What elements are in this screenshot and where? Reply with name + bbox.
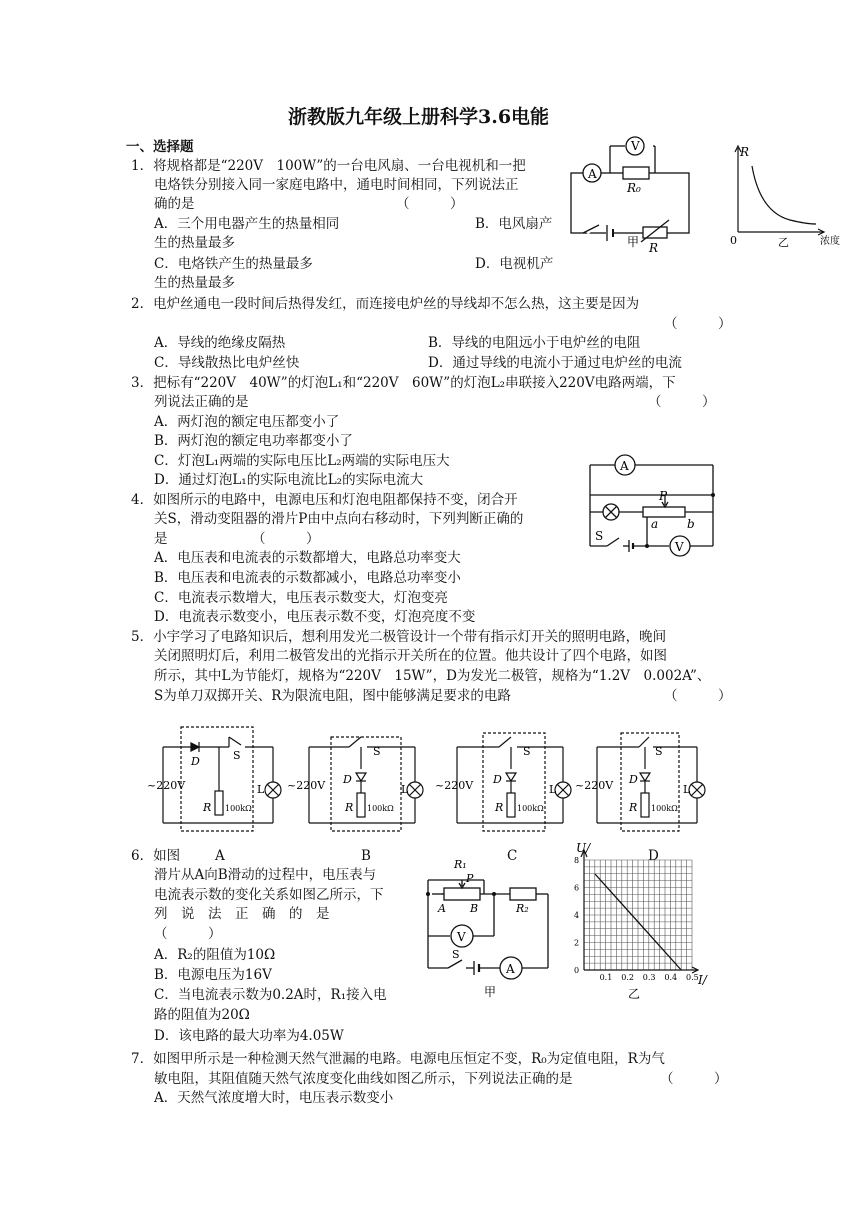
q6-graph-y-label: U/ — [576, 841, 591, 855]
figure-top-circuit — [565, 130, 695, 255]
q5b-lamp: L — [401, 783, 409, 796]
y-tick-label: 6 — [574, 883, 580, 893]
q5d-lamp: L — [683, 783, 691, 796]
figure-q6-circuit — [422, 856, 562, 1001]
q4-slider-p: P — [659, 489, 668, 503]
x-tick-label: 0.2 — [621, 973, 634, 982]
r-vs-concentration-curve — [752, 166, 816, 224]
x-tick-label: 0.4 — [664, 973, 678, 982]
q3-option-c: C．灯泡L₁两端的实际电压比L₂两端的实际电压大 — [154, 453, 450, 469]
q5-label-a: A — [215, 848, 225, 864]
q5d-r: R — [629, 801, 638, 814]
q3-option-a: A．两灯泡的额定电压都变小了 — [154, 414, 340, 430]
q5b-d: D — [343, 773, 352, 786]
caption-jia: 甲 — [627, 235, 640, 249]
q1-line1: 1．将规格都是“220V 100W”的一台电风扇、一台电视机和一把 — [131, 158, 526, 174]
figure-q6-graph — [560, 842, 710, 1002]
q4-option-a: A．电压表和电流表的示数都增大，电路总功率变大 — [154, 550, 461, 566]
q6-caption-yi: 乙 — [628, 987, 641, 1001]
graph-y-axis-label: R — [740, 145, 750, 159]
q6-switch: S — [452, 948, 460, 961]
q5-line2: 关闭照明灯后，利用二极管发出的光指示开关所在的位置。他共设计了四个电路，如图 — [154, 648, 667, 664]
q3-option-b: B．两灯泡的额定电功率都变小了 — [154, 433, 353, 449]
q4-switch-s: S — [595, 529, 604, 543]
q6-r2-label: R₂ — [516, 902, 529, 915]
q6-r1-label: R₁ — [454, 858, 467, 871]
q6-caption-jia: 甲 — [484, 985, 497, 999]
q6-option-b: B．电源电压为16V — [154, 967, 272, 983]
q4-line3: 是 — [154, 531, 168, 547]
q2-option-a: A．导线的绝缘皮隔热 — [154, 335, 286, 351]
q2-option-c: C．导线散热比电炉丝快 — [154, 355, 300, 371]
q5-label-c: C — [507, 848, 518, 864]
q6-option-c-cont: 路的阻值为20Ω — [154, 1007, 250, 1023]
q5d-source: ~220V — [575, 779, 614, 792]
q3-option-d: D．通过灯泡L₁的实际电流比L₂的实际电流大 — [154, 472, 424, 488]
q5-line4: S为单刀双掷开关、R为限流电阻，图中能够满足要求的电路 — [154, 688, 511, 704]
q6-line1: 6．如图 — [131, 848, 181, 864]
q1-option-a: A．三个用电器产生的热量相同 — [154, 216, 340, 232]
q7-option-a: A．天然气浓度增大时，电压表示数变小 — [154, 1090, 394, 1106]
q6-paren: （ ） — [154, 926, 222, 942]
q5c-r: R — [495, 801, 504, 814]
q5a-source: ~220V — [147, 779, 186, 792]
q6-ammeter: A — [506, 962, 515, 976]
q5a-lamp: L — [257, 783, 265, 796]
q4-end-a: a — [651, 517, 659, 531]
q5-paren: （ ） — [664, 688, 732, 704]
q6-line4: 列 说 法 正 确 的 是 — [154, 906, 330, 922]
x-tick-label: 0.5 — [686, 973, 699, 982]
ammeter-symbol: A — [588, 167, 597, 181]
y-tick-label: 8 — [574, 856, 580, 865]
page-title: 浙教版九年级上册科学3.6电能 — [288, 106, 550, 128]
q1-option-d-cont: 生的热量最多 — [154, 275, 235, 291]
q2-option-d: D．通过导线的电流小于通过电炉丝的电流 — [428, 355, 682, 371]
q6-a-label: A — [438, 902, 446, 915]
q2-line1: 2．电炉丝通电一段时间后热得发红，而连接电炉丝的导线却不怎么热，这主要是因为 — [131, 296, 640, 312]
figure-top-graph — [730, 140, 850, 250]
q4-option-c: C．电流表示数增大，电压表示数变大，灯泡变亮 — [154, 590, 448, 606]
q6-b-label: B — [470, 902, 479, 915]
q6-voltmeter: V — [457, 930, 466, 944]
q2-paren: （ ） — [664, 316, 732, 332]
q3-line1: 3．把标有“220V 40W”的灯泡L₁和“220V 60W”的灯泡L₂串联接入220V电路两端，下 — [131, 375, 676, 391]
q4-ammeter: A — [620, 459, 629, 473]
q4-line2: 关S，滑动变阻器的滑片P由中点向右移动时，下列判断正确的 — [154, 511, 524, 527]
q6-option-c: C．当电流表示数为0.2A时，R₁接入电 — [154, 987, 387, 1003]
q5b-r: R — [345, 801, 354, 814]
q5-line1: 5．小宇学习了电路知识后，想利用发光二极管设计一个带有指示灯开关的照明电路，晚间 — [131, 629, 667, 645]
q5b-s: S — [373, 745, 381, 758]
q5-label-d: D — [648, 848, 659, 864]
q5c-source: ~220V — [435, 779, 474, 792]
q4-end-b: b — [687, 517, 695, 531]
q5c-res: 100kΩ — [517, 804, 544, 813]
q6-option-d: D．该电路的最大功率为4.05W — [154, 1028, 344, 1044]
q2-option-b: B．导线的电阻远小于电炉丝的电阻 — [428, 335, 641, 351]
q5c-d: D — [493, 773, 502, 786]
q7-line2: 敏电阻，其阻值随天然气浓度变化曲线如图乙所示，下列说法正确的是 — [154, 1071, 573, 1087]
r0-label: R₀ — [627, 181, 641, 195]
q5d-res: 100kΩ — [651, 804, 678, 813]
q6-p-label: P — [466, 872, 474, 885]
y-tick-label: 4 — [574, 911, 580, 920]
q5-line3: 所示，其中L为节能灯，规格为“220V 15W”，D为发光二极管，规格为“1.2V 0.002A”、 — [154, 668, 711, 684]
x-tick-label: 0.1 — [599, 973, 613, 982]
q5c-lamp: L — [549, 783, 557, 796]
r-label: R — [649, 241, 659, 255]
q5a-d: D — [191, 755, 200, 768]
q4-voltmeter: V — [675, 540, 684, 554]
caption-yi: 乙 — [778, 236, 789, 249]
q3-line2: 列说法正确的是 — [154, 394, 249, 410]
q6-line3: 电流表示数的变化关系如图乙所示，下 — [154, 887, 384, 903]
section-heading: 一、选择题 — [126, 139, 194, 155]
q1-option-b: B．电风扇产 — [475, 216, 553, 232]
q5d-s: S — [655, 745, 663, 758]
q4-option-d: D．电流表示数变小，电压表示数不变，灯泡亮度不变 — [154, 609, 476, 625]
figure-q5-circuits — [145, 725, 720, 837]
q7-paren: （ ） — [660, 1071, 728, 1087]
q1-line3: 确的是 — [154, 196, 195, 212]
q3-paren: （ ） — [648, 394, 716, 410]
graph-x-axis-label: 浓度 — [820, 236, 840, 247]
q1-option-c: C．电烙铁产生的热量最多 — [154, 256, 313, 272]
q6-line2: 滑片从A向B滑动的过程中，电压表与 — [154, 867, 377, 883]
q4-paren: （ ） — [252, 531, 320, 547]
q6-graph-x-label: I/ — [698, 973, 707, 987]
q5d-d: D — [629, 773, 638, 786]
q5a-r: R — [203, 801, 212, 814]
q5b-res: 100kΩ — [367, 804, 394, 813]
q5c-s: S — [523, 745, 531, 758]
q7-line1: 7．如图甲所示是一种检测天然气泄漏的电路。电源电压恒定不变，R₀为定值电阻，R为气 — [131, 1051, 665, 1067]
y-tick-label: 0 — [574, 966, 580, 975]
q4-line1: 4．如图所示的电路中，电源电压和灯泡电阻都保持不变，闭合开 — [131, 492, 518, 508]
q1-paren: （ ） — [396, 196, 464, 212]
q4-option-b: B．电压表和电流表的示数都减小，电路总功率变小 — [154, 570, 461, 586]
q5b-source: ~220V — [287, 779, 326, 792]
voltmeter-symbol: V — [631, 139, 640, 153]
q5a-s: S — [233, 749, 241, 762]
q5-label-b: B — [361, 848, 371, 864]
y-tick-label: 2 — [574, 938, 580, 948]
q6-option-a: A．R₂的阻值为10Ω — [154, 947, 276, 963]
q1-option-b-cont: 生的热量最多 — [154, 235, 235, 251]
q1-option-d: D．电视机产 — [475, 256, 554, 272]
graph-origin: 0 — [730, 234, 737, 247]
figure-q4-circuit — [585, 452, 725, 557]
x-tick-label: 0.3 — [642, 973, 656, 982]
q1-line2: 电烙铁分别接入同一家庭电路中，通电时间相同，下列说法正 — [154, 177, 519, 193]
q5a-res: 100kΩ — [225, 804, 252, 813]
